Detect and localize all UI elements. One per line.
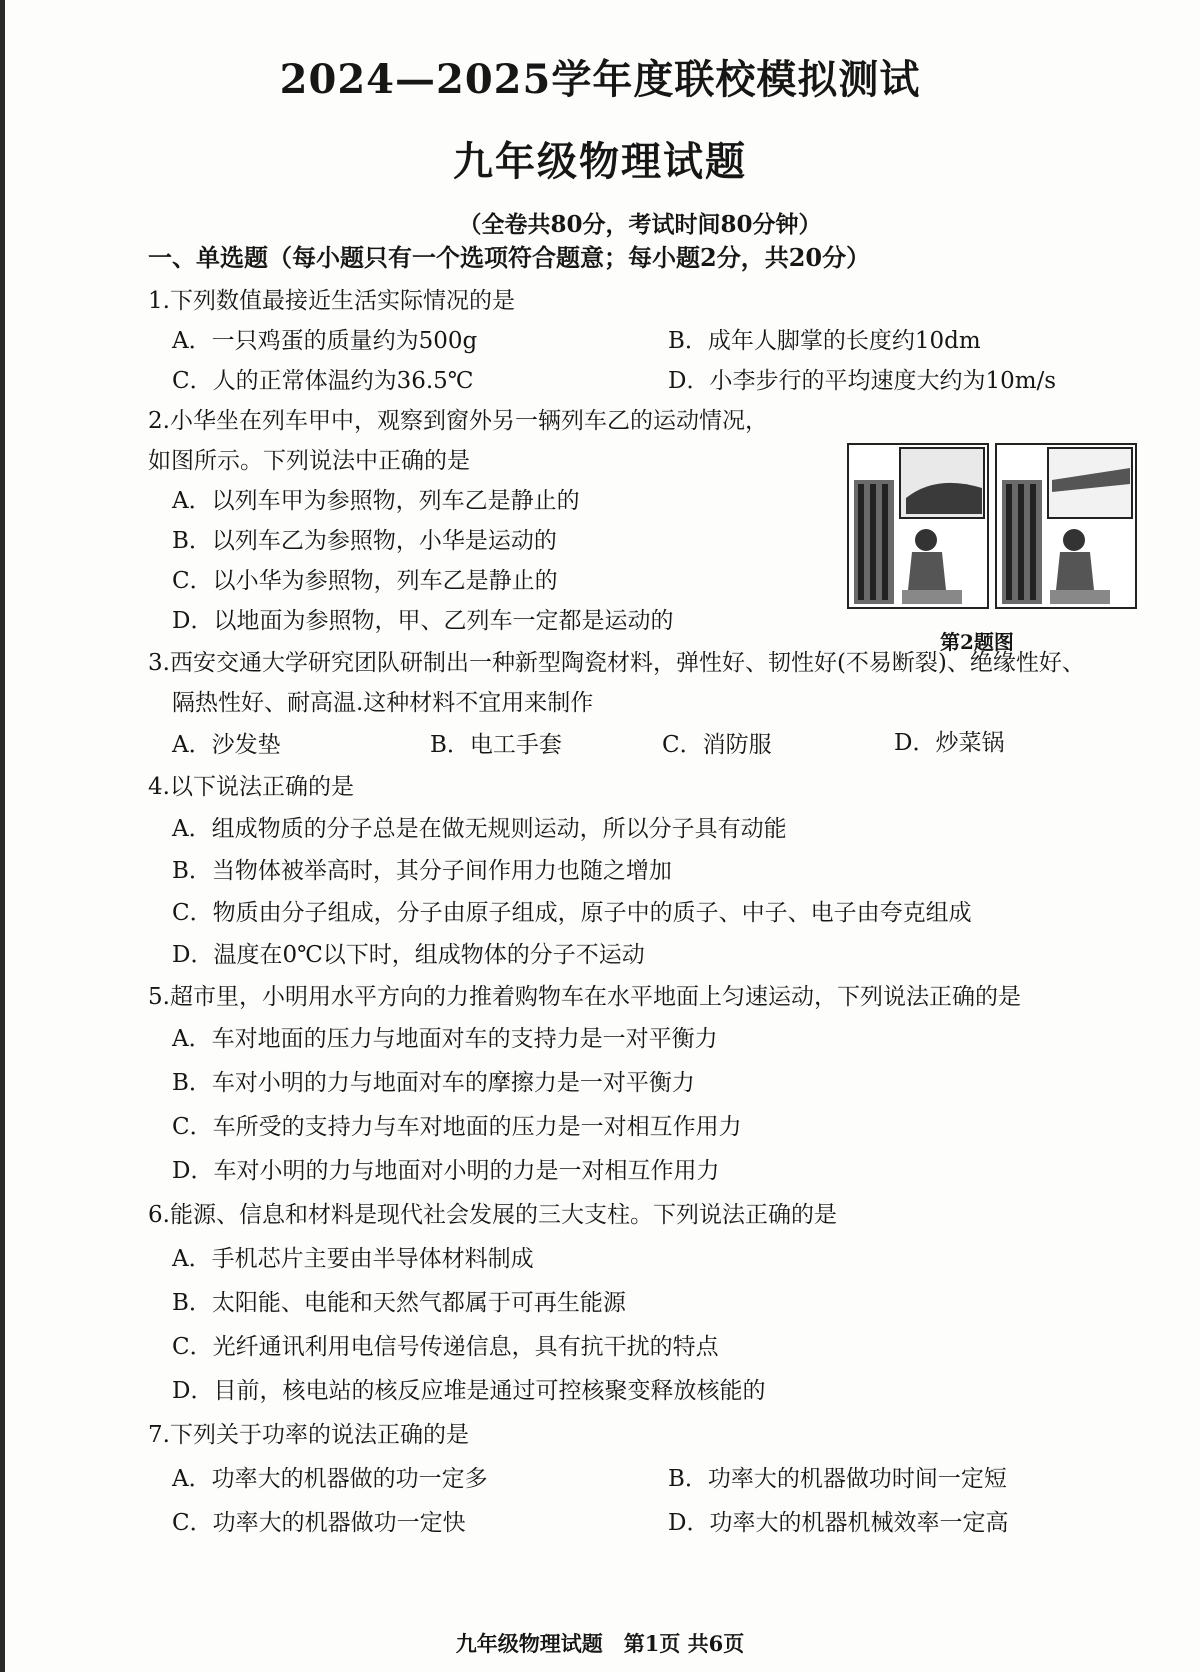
question-6-option-d: D．目前，核电站的核反应堆是通过可控核聚变释放核能的 xyxy=(172,1378,766,1404)
train-window-left-panel xyxy=(848,444,988,608)
question-1-stem: 1.下列数值最接近生活实际情况的是 xyxy=(148,288,515,314)
question-6-option-b: B．太阳能、电能和天然气都属于可再生能源 xyxy=(172,1290,626,1316)
question-5-option-d: D．车对小明的力与地面对小明的力是一对相互作用力 xyxy=(172,1158,720,1184)
question-3-option-b: B．电工手套 xyxy=(430,732,562,758)
train-window-right-panel xyxy=(996,444,1136,608)
question-1-option-c: C．人的正常体温约为36.5℃ xyxy=(172,368,474,394)
question-3-option-c: C．消防服 xyxy=(662,732,772,758)
question-4-stem: 4.以下说法正确的是 xyxy=(148,774,354,800)
question-3-stem-line1: 3.西安交通大学研究团队研制出一种新型陶瓷材料，弹性好、韧性好(不易断裂)、绝缘性好、 xyxy=(148,650,1085,676)
question-2-option-c: C．以小华为参照物，列车乙是静止的 xyxy=(172,568,558,594)
question-4-option-c: C．物质由分子组成，分子由原子组成，原子中的质子、中子、电子由夸克组成 xyxy=(172,900,972,926)
question-1-option-a: A．一只鸡蛋的质量约为500g xyxy=(172,328,478,354)
question-7-option-b: B．功率大的机器做功时间一定短 xyxy=(668,1466,1007,1492)
question-1-option-b: B．成年人脚掌的长度约10dm xyxy=(668,328,981,354)
question-6-option-c: C．光纤通讯利用电信号传递信息，具有抗干扰的特点 xyxy=(172,1334,719,1360)
question-5-stem: 5.超市里，小明用水平方向的力推着购物车在水平地面上匀速运动，下列说法正确的是 xyxy=(148,984,1021,1010)
question-7-option-d: D．功率大的机器机械效率一定高 xyxy=(668,1510,1009,1536)
exam-title: 2024—2025学年度联校模拟测试 xyxy=(279,56,921,103)
question-2-option-a: A．以列车甲为参照物，列车乙是静止的 xyxy=(172,488,580,514)
question-2-stem-line1: 2.小华坐在列车甲中，观察到窗外另一辆列车乙的运动情况， xyxy=(148,408,768,434)
question-2-option-b: B．以列车乙为参照物，小华是运动的 xyxy=(172,528,557,554)
question-6-stem: 6.能源、信息和材料是现代社会发展的三大支柱。下列说法正确的是 xyxy=(148,1202,837,1228)
question-5-option-c: C．车所受的支持力与车对地面的压力是一对相互作用力 xyxy=(172,1114,742,1140)
question-3-option-d: D．炒菜锅 xyxy=(894,730,1005,756)
question-6-option-a: A．手机芯片主要由半导体材料制成 xyxy=(172,1246,534,1272)
section-heading: 一、单选题（每小题只有一个选项符合题意；每小题2分，共20分） xyxy=(148,243,871,272)
question-7-option-c: C．功率大的机器做功一定快 xyxy=(172,1510,466,1536)
question-2-stem-line2: 如图所示。下列说法中正确的是 xyxy=(148,448,470,474)
question-7-option-a: A．功率大的机器做的功一定多 xyxy=(172,1466,488,1492)
page-footer: 九年级物理试题 第1页 共6页 xyxy=(455,1631,745,1656)
question-4-option-d: D．温度在0℃以下时，组成物体的分子不运动 xyxy=(172,942,645,968)
question-2-option-d: D．以地面为参照物，甲、乙列车一定都是运动的 xyxy=(172,608,674,634)
page-edge-shadow xyxy=(0,0,5,1672)
question-2-figure-caption: 第2题图 xyxy=(940,630,1014,654)
question-3-stem-line2: 隔热性好、耐高温.这种材料不宜用来制作 xyxy=(172,690,594,716)
question-7-stem: 7.下列关于功率的说法正确的是 xyxy=(148,1422,469,1448)
question-4-option-b: B．当物体被举高时，其分子间作用力也随之增加 xyxy=(172,858,672,884)
question-2-figure xyxy=(846,440,1140,612)
question-1-option-d: D．小李步行的平均速度大约为10m/s xyxy=(668,368,1057,394)
question-5-option-b: B．车对小明的力与地面对车的摩擦力是一对平衡力 xyxy=(172,1070,695,1096)
exam-note: （全卷共80分，考试时间80分钟） xyxy=(458,211,822,238)
question-3-option-a: A．沙发垫 xyxy=(172,732,281,758)
question-5-option-a: A．车对地面的压力与地面对车的支持力是一对平衡力 xyxy=(172,1026,718,1052)
question-4-option-a: A．组成物质的分子总是在做无规则运动，所以分子具有动能 xyxy=(172,816,787,842)
exam-subtitle: 九年级物理试题 xyxy=(453,138,747,185)
